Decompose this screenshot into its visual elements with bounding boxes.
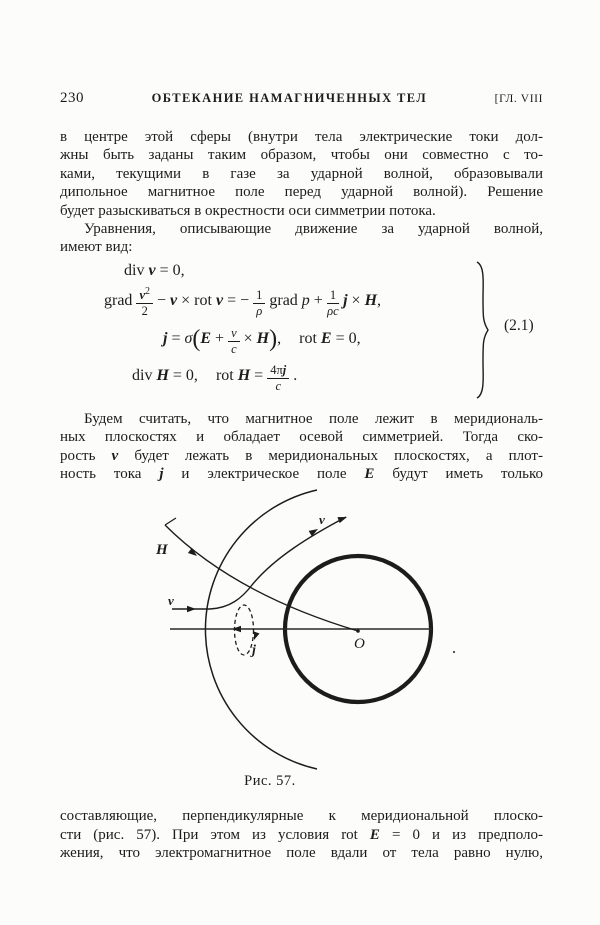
field-line-H	[165, 525, 358, 631]
paragraph-field	[60, 410, 543, 484]
v-tip-arrow-icon	[337, 514, 348, 523]
text-line: будет разыскиваться в окрестности оси симметрии потока.	[60, 202, 436, 219]
system-brace	[474, 260, 490, 400]
text-line: Уравнения, описывающие движение за ударной волной,	[84, 220, 543, 237]
field-line-H-tail	[165, 518, 176, 525]
text-line: в центре этой сферы (внутри тела электрические токи дол-	[60, 129, 543, 145]
figure-57	[10, 486, 530, 790]
equation-line-1: div v = 0,	[124, 261, 185, 279]
print-speck	[453, 651, 455, 653]
paragraph-intro	[60, 128, 543, 257]
paragraph-bottom	[60, 807, 543, 862]
chapter-label: [ГЛ. VIII	[494, 93, 543, 105]
text-line: составляющие, перпендикулярные к меридиональной плоско-	[60, 808, 543, 825]
text-line: рость v будет лежать в меридиональных плоскостях, а плот-	[60, 447, 543, 464]
equation-line-3: j = σ(E + $\frac{v}{c}$ × H), rot E = 0,	[163, 325, 361, 356]
page-number: 230	[60, 90, 84, 106]
text-line: дипольное магнитное поле перед ударной волной). Решение	[60, 184, 543, 201]
label-H: H	[156, 542, 168, 559]
text-line: ных плоскостях и обладает осевой симметрией. Тогда ско-	[60, 429, 543, 446]
center-point	[356, 629, 360, 633]
equation-line-4: div H = 0, rot H = $\frac{4\pi j}{c}$ .	[132, 362, 298, 393]
text-line: Будем считать, что магнитное поле лежит в меридиональ-	[84, 410, 543, 427]
text-line: жения, что электромагнитное поле вдали от тела равно нулю,	[60, 845, 543, 862]
figure-57-drawing	[70, 486, 530, 781]
figure-caption: Рис. 57.	[244, 773, 296, 790]
loop-axis-arrow-icon	[232, 626, 241, 632]
label-j: j	[252, 643, 256, 659]
text-line: жны быть заданы таким образом, чтобы они совместно с то-	[60, 147, 543, 164]
text-line: ками, текущими в газе за ударной волной, образовывали	[60, 165, 543, 182]
label-v-top: v	[319, 512, 325, 528]
text-line: имеют вид:	[60, 239, 133, 256]
v-left-arrow-icon	[187, 606, 196, 612]
equation-number: (2.1)	[504, 316, 534, 334]
brace-path	[477, 262, 488, 398]
label-O: O	[354, 636, 365, 653]
text-line: сти (рис. 57). При этом из условия rot E = 0 и из предполо-	[60, 826, 543, 843]
streamline-v	[172, 517, 346, 609]
equation-line-2: grad $\frac{v^2}{2}$ − v × rot v = − $\frac{1}{\rho}$ grad p + $\frac{1}{\rho c}$ j × H,	[104, 285, 382, 318]
text-line: ность тока j и электрическое поле E будут иметь только	[60, 465, 543, 482]
equation-block	[60, 260, 543, 401]
page-header	[60, 90, 543, 107]
running-title: ОБТЕКАНИЕ НАМАГНИЧЕННЫХ ТЕЛ	[151, 91, 428, 105]
label-v-left: v	[168, 593, 174, 609]
